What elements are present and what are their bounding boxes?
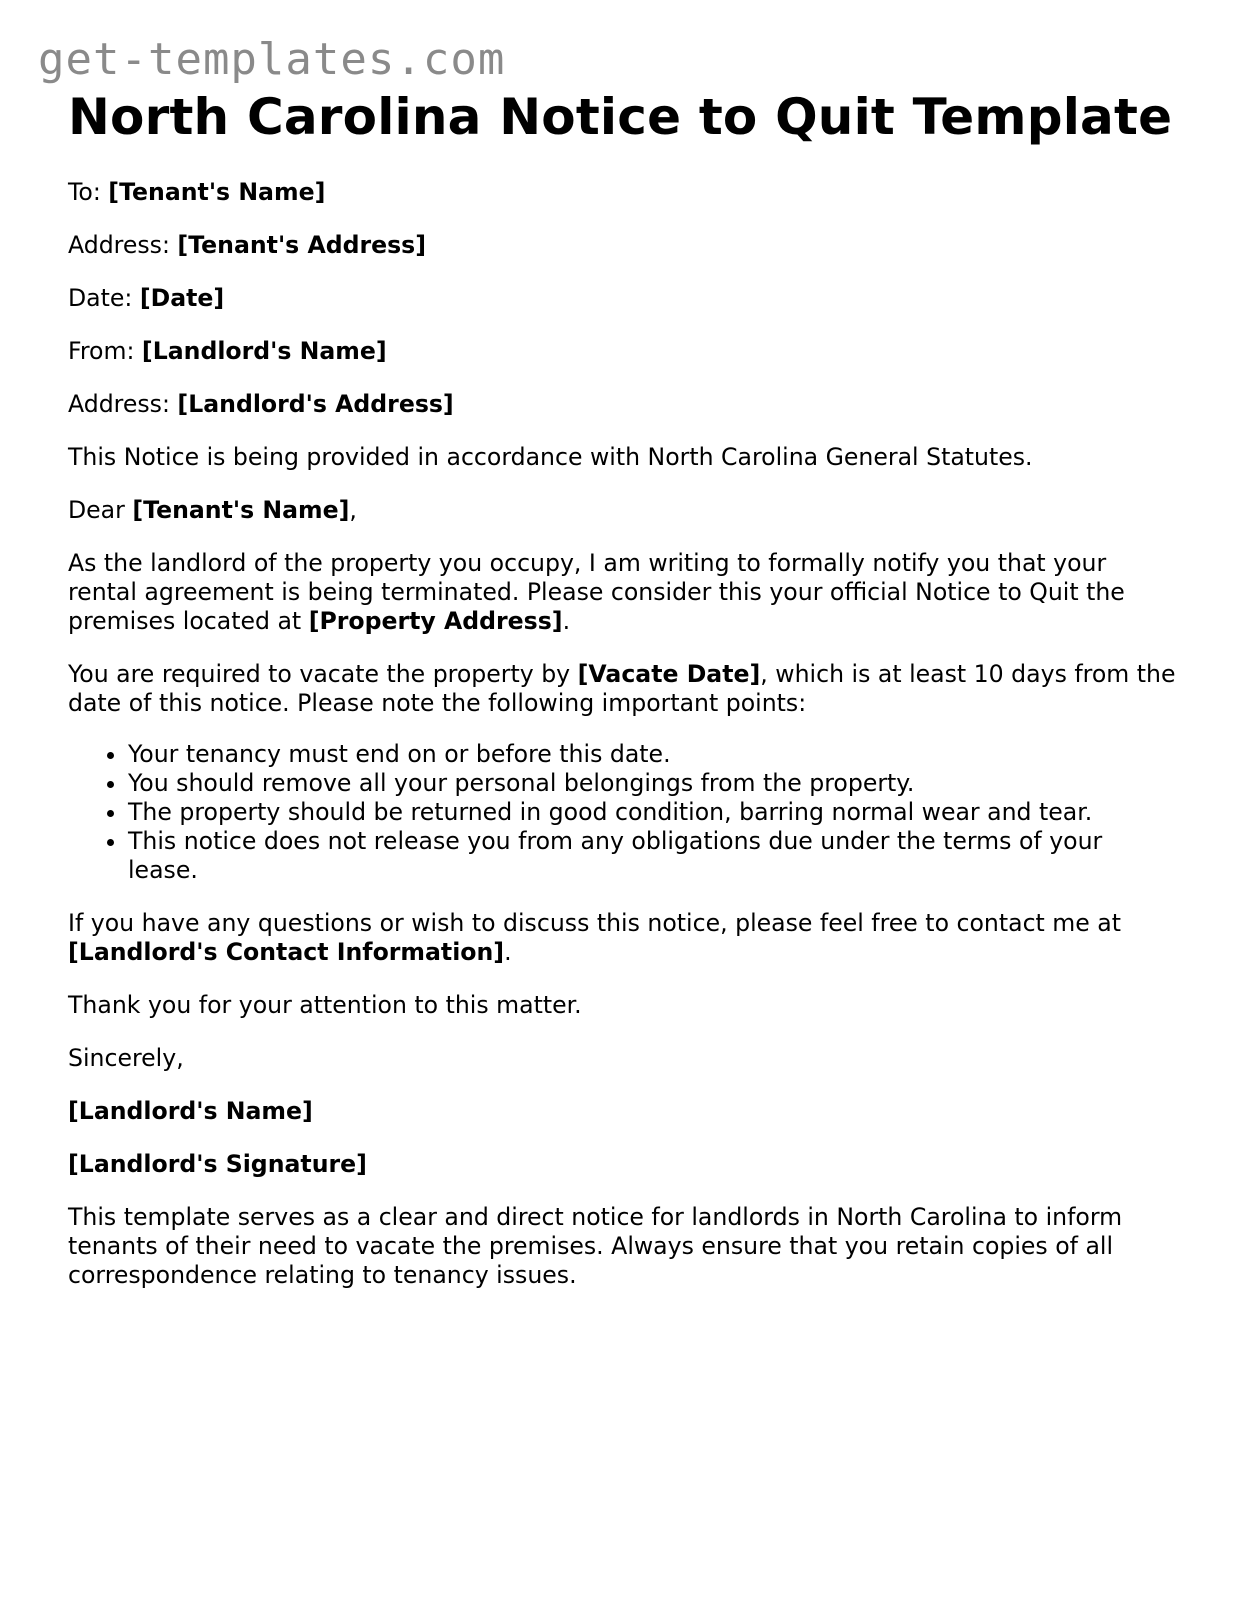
salutation-prefix: Dear [68,496,133,524]
termination-text: As the landlord of the property you occupy, I am writing to formally notify you that your rental agreement is being terminated. Please consider this your official Notice to Quit the premises located at [68,549,1125,635]
tenant-address-placeholder: [Tenant's Address] [177,231,426,259]
list-item: • You should remove all your personal belongings from the property. [128,769,1178,798]
list-item: • This notice does not release you from any obligations due under the terms of your lease. [128,827,1178,885]
date-field [68,284,1178,313]
contact-end: . [504,938,512,966]
signature-name-placeholder: [Landlord's Name] [68,1097,313,1125]
signature-placeholder: [Landlord's Signature] [68,1150,367,1178]
closing-line: Sincerely, [68,1044,184,1072]
landlord-address-field [68,390,1178,419]
document-title: North Carolina Notice to Quit Template [68,88,1173,146]
date-label: Date: [68,284,140,312]
signature-line [68,1150,1178,1179]
from-label: From: [68,337,142,365]
to-field [68,178,1178,207]
document-body [68,178,1178,1290]
vacate-date-placeholder: [Vacate Date] [577,660,761,688]
salutation-name: [Tenant's Name] [132,496,350,524]
landlord-name-placeholder: [Landlord's Name] [141,337,387,365]
from-field [68,337,1178,366]
signature-name [68,1097,1178,1126]
thanks-line: Thank you for your attention to this matter. [68,991,582,1019]
footer-note: This template serves as a clear and direct notice for landlords in North Carolina to inform tenants of their need to vacate the premises. Always ensure that you retain copies of all correspondence relating to tenancy issues. [68,1203,1123,1289]
termination-end: . [562,607,571,635]
vacate-end: , which is at least 10 days from the date of this notice. Please note the following important points: [68,660,1176,717]
contact-info-placeholder: [Landlord's Contact Information] [68,938,505,966]
tenant-address-label: Address: [68,231,178,259]
contact-paragraph [68,909,1178,967]
important-points-list [68,740,1178,885]
termination-paragraph [68,549,1178,636]
salutation [68,496,1178,525]
property-address-placeholder: [Property Address] [308,607,563,635]
list-item: • Your tenancy must end on or before this date. [128,740,1178,769]
tenant-address-field [68,231,1178,260]
to-label: To: [68,178,109,206]
landlord-address-placeholder: [Landlord's Address] [177,390,454,418]
document-page [68,86,1178,1314]
contact-text: If you have any questions or wish to discuss this notice, please feel free to contact me at [68,909,1121,937]
tenant-name-placeholder: [Tenant's Name] [108,178,326,206]
salutation-suffix: , [349,496,357,524]
list-item: • The property should be returned in good condition, barring normal wear and tear. [128,798,1178,827]
watermark-text: get-templates.com [38,34,506,85]
statute-line: This Notice is being provided in accordance with North Carolina General Statutes. [68,443,1033,471]
landlord-address-label: Address: [68,390,178,418]
date-placeholder: [Date] [139,284,225,312]
vacate-text: You are required to vacate the property by [68,660,578,688]
vacate-paragraph [68,660,1178,718]
